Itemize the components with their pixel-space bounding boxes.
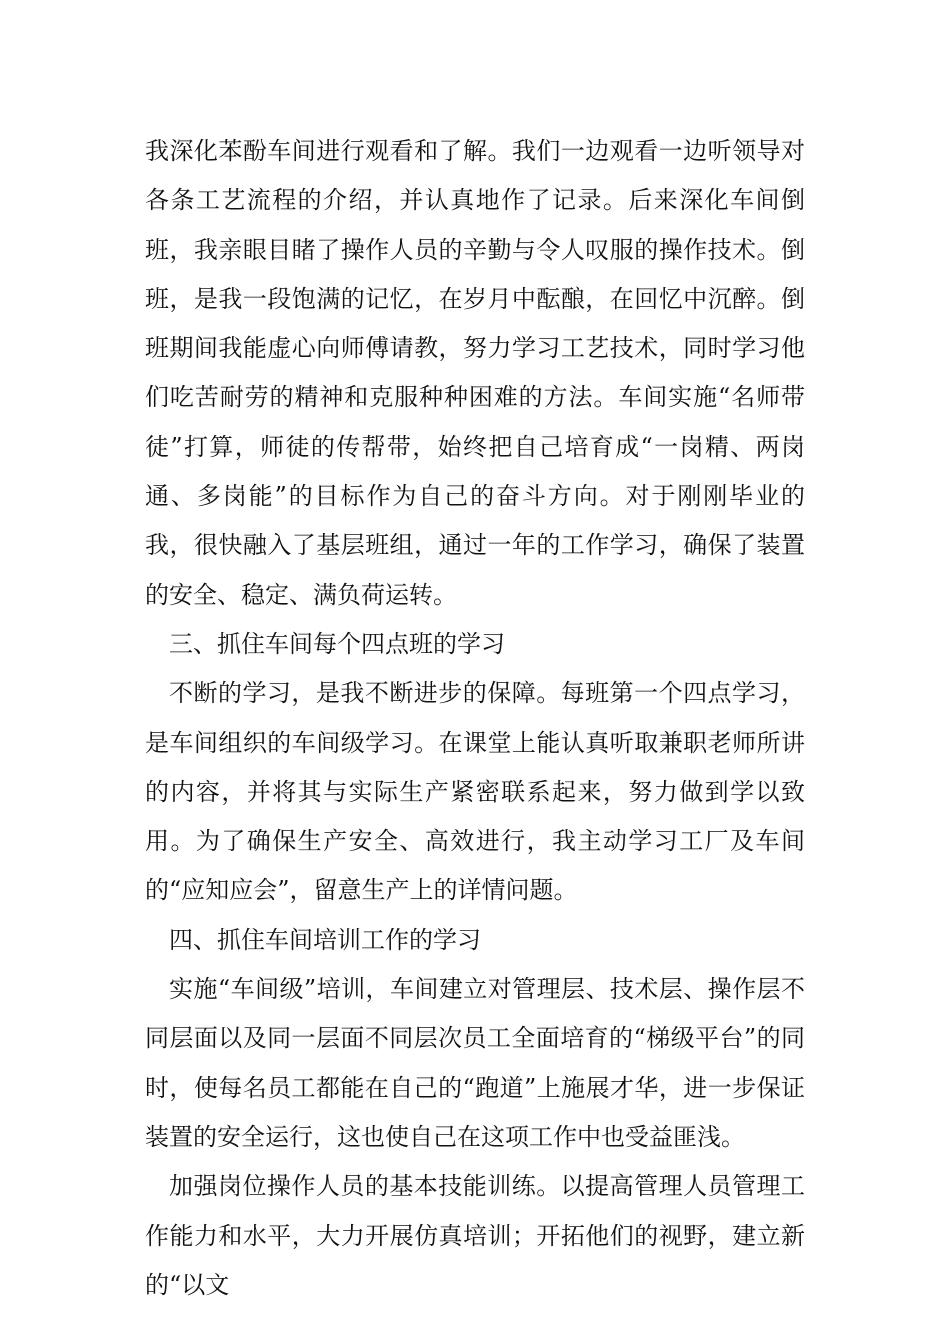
paragraph-workshop-training: 实施“车间级”培训，车间建立对管理层、技术层、操作层不同层面以及同一层面不同层次员工全面培育的“梯级平台”的同时，使每名员工都能在自己的“跑道”上施展才华，进一步保证装置的安全运行，这也使自己在这项工作中也受益匪浅。 bbox=[145, 975, 805, 1151]
paragraph-workshop-observation: 我深化苯酚车间进行观看和了解。我们一边观看一边听领导对各条工艺流程的介绍，并认真地作了记录。后来深化车间倒班，我亲眼目睹了操作人员的辛勤与令人叹服的操作技术。倒班，是我一段饱满的记忆，在岁月中酝酿，在回忆中沉醉。倒班期间我能虚心向师傅请教，努力学习工艺技术，同时学习他们吃苦耐劳的精神和克服种种困难的方法。车间实施“名师带徒”打算，师徒的传帮带，始终把自己培育成“一岗精、两岗通、多岗能”的目标作为自己的奋斗方向。对于刚刚毕业的我，很快融入了基层班组，通过一年的工作学习，确保了装置的安全、稳定、满负荷运转。 bbox=[145, 137, 805, 609]
paragraph-continuous-learning: 不断的学习，是我不断进步的保障。每班第一个四点学习，是车间组织的车间级学习。在课堂上能认真听取兼职老师所讲的内容，并将其与实际生产紧密联系起来，努力做到学以致用。为了确保生产安全、高效进行，我主动学习工厂及车间的“应知应会”，留意生产上的详情问题。 bbox=[145, 679, 805, 905]
section-heading-four: 四、抓住车间培训工作的学习 bbox=[169, 925, 481, 954]
paragraph-skill-training: 加强岗位操作人员的基本技能训练。以提高管理人员管理工作能力和水平，大力开展仿真培训；开拓他们的视野，建立新的“以文 bbox=[145, 1172, 805, 1299]
document-body bbox=[145, 127, 805, 1310]
section-heading-three: 三、抓住车间每个四点班的学习 bbox=[169, 629, 505, 658]
